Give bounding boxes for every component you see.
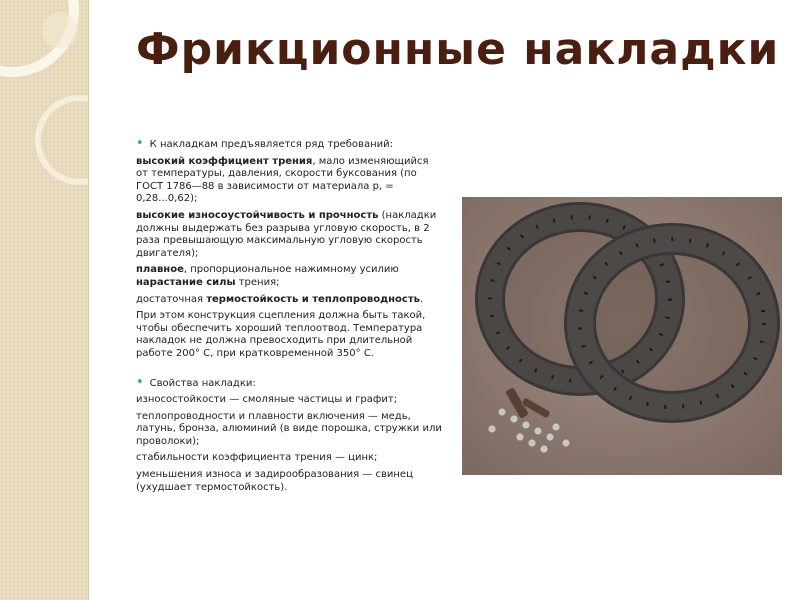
requirement-item: плавное, пропорциональное нажимному усилию нарастание силы трения;	[136, 264, 399, 288]
requirement-key: нарастание силы	[136, 276, 236, 288]
requirement-key: плавное	[136, 264, 184, 276]
requirement-key: термостойкость и теплопроводность	[206, 293, 420, 305]
property-item: теплопроводности и плавности включения — медь, латунь, бронза, алюминий (в виде порошка, стружки или проволоки);	[136, 410, 442, 447]
requirement-item: высокий коэффициент трения, мало изменяющийся от температуры, давления, скорости буксования (по ГОСТ 1786—88 в зависимости от материала р, = 0,28...0,62);	[136, 155, 429, 205]
requirements-intro: • К накладкам предъявляется ряд требований:	[136, 138, 442, 152]
requirement-item: достаточная термостойкость и теплопроводность.	[136, 293, 424, 305]
requirement-item: высокие износоустойчивость и прочность (накладки должны выдержать без разрыва угловую скорость, в 2 раза превышающую максимальную угловую скорость двигателя);	[136, 209, 437, 259]
decorative-side-band	[0, 0, 89, 600]
requirement-key: высокий коэффициент трения	[136, 155, 313, 167]
clutch-note: При этом конструкция сцепления должна быть такой, чтобы обеспечить хороший теплоотвод. Температура накладок не должна превосходить при длительной работе 200° С, при кратковременной 350° С.	[136, 310, 426, 359]
slide-title: Фрикционные накладки	[136, 24, 780, 75]
requirement-key: высокие износоустойчивость и прочность	[136, 209, 379, 221]
friction-linings-photo	[462, 197, 782, 475]
slide-body	[136, 138, 442, 498]
properties-intro: • Свойства накладки:	[136, 377, 442, 391]
property-item: стабильности коэффициента трения — цинк;	[136, 452, 378, 464]
friction-rings-image	[462, 197, 782, 475]
property-item: износостойкости — смоляные частицы и графит;	[136, 394, 398, 406]
decorative-rings	[0, 0, 88, 600]
property-item: уменьшения износа и задирообразования — свинец (ухудшает термостойкость).	[136, 469, 413, 493]
